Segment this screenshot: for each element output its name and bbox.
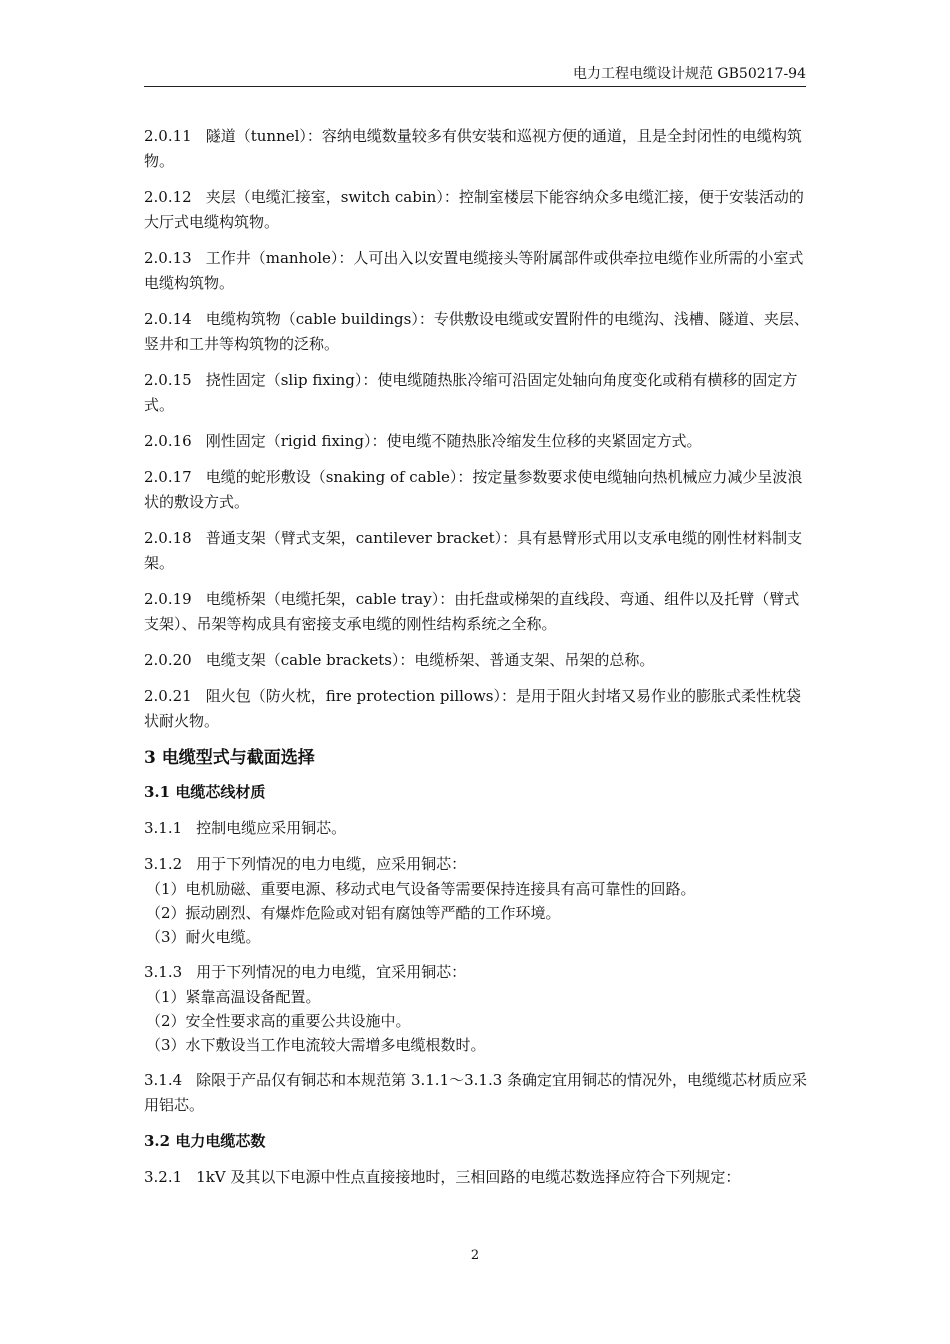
clause-3-1-1: 3.1.1 控制电缆应采用铜芯。	[144, 819, 347, 837]
section-heading-3: 3 电缆型式与截面选择	[144, 748, 315, 768]
list-item: （2）振动剧烈、有爆炸危险或对铝有腐蚀等严酷的工作环境。	[146, 904, 561, 922]
clause-2-0-19: 2.0.19 电缆桥架（电缆托架，cable tray）：由托盘或梯架的直线段、弯通、组件以及托臂（臂式支架）、吊架等构成具有密接支承电缆的刚性结构系统之全称。	[144, 590, 800, 633]
clause-3-2-1: 3.2.1 1kV 及其以下电源中性点直接接地时，三相回路的电缆芯数选择应符合下列规定：	[144, 1168, 741, 1186]
running-header: 电力工程电缆设计规范 GB50217-94	[144, 64, 806, 87]
clause-3-1-4: 3.1.4 除限于产品仅有铜芯和本规范第 3.1.1～3.1.3 条确定宜用铜芯的情况外，电缆缆芯材质应采用铝芯。	[144, 1071, 808, 1114]
clause-2-0-12: 2.0.12 夹层（电缆汇接室，switch cabin）：控制室楼层下能容纳众多电缆汇接，便于安装活动的大厅式电缆构筑物。	[144, 188, 804, 231]
clause-3-1-2: 3.1.2 用于下列情况的电力电缆，应采用铜芯：	[144, 855, 467, 873]
list-item: （3）水下敷设当工作电流较大需增多电缆根数时。	[146, 1036, 486, 1054]
clause-2-0-17: 2.0.17 电缆的蛇形敷设（snaking of cable）：按定量参数要求使电缆轴向热机械应力减少呈波浪状的敷设方式。	[144, 468, 803, 511]
list-item: （1）电机励磁、重要电源、移动式电气设备等需要保持连接具有高可靠性的回路。	[146, 880, 696, 898]
clause-2-0-14: 2.0.14 电缆构筑物（cable buildings）：专供敷设电缆或安置附件的电缆沟、浅槽、隧道、夹层、竖井和工井等构筑物的泛称。	[144, 310, 809, 353]
clause-2-0-13: 2.0.13 工作井（manhole）：人可出入以安置电缆接头等附属部件或供牵拉电缆作业所需的小室式电缆构筑物。	[144, 249, 804, 292]
list-item: （2）安全性要求高的重要公共设施中。	[146, 1012, 411, 1030]
list-item: （1）紧靠高温设备配置。	[146, 988, 321, 1006]
subsection-heading-3-1: 3.1 电缆芯线材质	[144, 783, 266, 801]
clause-2-0-15: 2.0.15 挠性固定（slip fixing）：使电缆随热胀冷缩可沿固定处轴向角度变化或稍有横移的固定方式。	[144, 371, 798, 414]
clause-2-0-18: 2.0.18 普通支架（臂式支架，cantilever bracket）：具有悬臂形式用以支承电缆的刚性材料制支架。	[144, 529, 803, 572]
document-body	[144, 124, 812, 1201]
clause-2-0-20: 2.0.20 电缆支架（cable brackets）：电缆桥架、普通支架、吊架的总称。	[144, 651, 655, 669]
clause-2-0-21: 2.0.21 阻火包（防火枕，fire protection pillows）：是用于阻火封堵又易作业的膨胀式柔性枕袋状耐火物。	[144, 687, 801, 730]
list-item: （3）耐火电缆。	[146, 928, 261, 946]
clause-2-0-16: 2.0.16 刚性固定（rigid fixing）：使电缆不随热胀冷缩发生位移的夹紧固定方式。	[144, 432, 702, 450]
clause-3-1-3: 3.1.3 用于下列情况的电力电缆，宜采用铜芯：	[144, 963, 467, 981]
clause-2-0-11: 2.0.11 隧道（tunnel）：容纳电缆数量较多有供安装和巡视方便的通道，且是全封闭性的电缆构筑物。	[144, 127, 802, 170]
page-number: 2	[470, 1248, 480, 1263]
subsection-heading-3-2: 3.2 电力电缆芯数	[144, 1132, 266, 1150]
